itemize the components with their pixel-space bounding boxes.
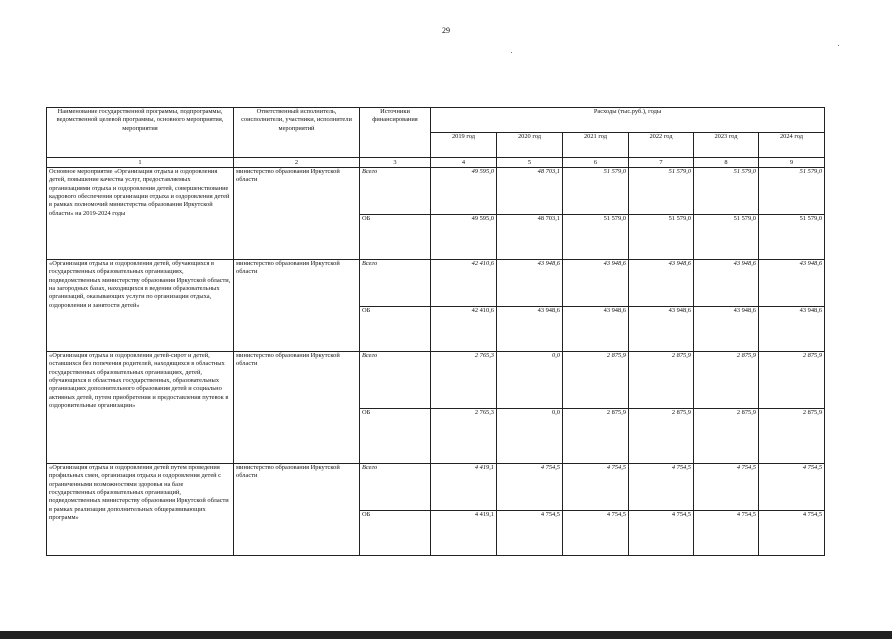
table-row — [47, 352, 825, 409]
ob-value: 43 948,6 — [759, 307, 825, 352]
header-year: 2024 год — [759, 133, 825, 158]
ob-value: 43 948,6 — [497, 307, 563, 352]
total-value: 2 875,9 — [759, 352, 825, 409]
column-number: 7 — [629, 158, 694, 168]
column-number: 5 — [497, 158, 563, 168]
total-value: 4 754,5 — [694, 464, 759, 511]
column-number: 2 — [234, 158, 360, 168]
ob-value: 51 579,0 — [629, 215, 694, 260]
total-value: 43 948,6 — [497, 260, 563, 307]
ob-value: 51 579,0 — [759, 215, 825, 260]
total-value: 49 595,0 — [431, 168, 497, 215]
ob-value: 4 754,5 — [629, 511, 694, 556]
header-year: 2019 год — [431, 133, 497, 158]
source-total-label: Всего — [360, 464, 431, 511]
ob-value: 2 875,9 — [563, 409, 629, 464]
measure-name: «Организация отдыха и оздоровления детей, обучающихся в государственных образовательных организациях, подведомственных министерству образования Иркутской области, на загородных базах, находящихся в ведении образовательных организаций, оказывающих услуги по организации отдыха, оздоровления и занятости детей» — [47, 260, 234, 352]
column-number: 6 — [563, 158, 629, 168]
ob-value: 4 754,5 — [497, 511, 563, 556]
header-executor: Ответственный исполнитель, соисполнители, участники, исполнители мероприятий — [234, 108, 360, 158]
total-value: 43 948,6 — [759, 260, 825, 307]
total-value: 51 579,0 — [694, 168, 759, 215]
table-row — [47, 464, 825, 511]
column-number: 9 — [759, 158, 825, 168]
source-total-label: Всего — [360, 260, 431, 307]
source-total-label: Всего — [360, 168, 431, 215]
ob-value: 2 875,9 — [759, 409, 825, 464]
total-value: 51 579,0 — [629, 168, 694, 215]
measure-executor: министерство образования Иркутской области — [234, 352, 360, 464]
total-value: 4 754,5 — [497, 464, 563, 511]
source-ob-label: ОБ — [360, 409, 431, 464]
source-total-label: Всего — [360, 352, 431, 409]
expenses-table — [46, 107, 825, 556]
total-value: 42 410,6 — [431, 260, 497, 307]
ob-value: 48 703,1 — [497, 215, 563, 260]
total-value: 2 875,9 — [694, 352, 759, 409]
ob-value: 4 754,5 — [563, 511, 629, 556]
ob-value: 43 948,6 — [629, 307, 694, 352]
total-value: 0,0 — [497, 352, 563, 409]
measure-executor: министерство образования Иркутской области — [234, 464, 360, 556]
total-value: 48 703,1 — [497, 168, 563, 215]
total-value: 51 579,0 — [759, 168, 825, 215]
ob-value: 2 875,9 — [629, 409, 694, 464]
ob-value: 51 579,0 — [694, 215, 759, 260]
source-ob-label: ОБ — [360, 307, 431, 352]
header-year: 2020 год — [497, 133, 563, 158]
header-year: 2022 год — [629, 133, 694, 158]
ob-value: 4 419,1 — [431, 511, 497, 556]
header-year: 2021 год — [563, 133, 629, 158]
total-value: 43 948,6 — [563, 260, 629, 307]
measure-executor: министерство образования Иркутской области — [234, 260, 360, 352]
ob-value: 4 754,5 — [694, 511, 759, 556]
page-number: 29 — [442, 26, 450, 35]
header-name: Наименование государственной программы, подпрограммы, ведомственной целевой программы, основного мероприятия, мероприятия — [47, 108, 234, 158]
ob-value: 42 410,6 — [431, 307, 497, 352]
ob-value: 43 948,6 — [563, 307, 629, 352]
total-value: 2 875,9 — [629, 352, 694, 409]
measure-name: «Организация отдыха и оздоровления детей путем проведения профильных смен, организация отдыха и оздоровления детей с ограниченными возможностями здоровья на базе государственных образовательных организаций, подведомственных министерству образования Иркутской области в рамках реализации дополнительных общеразвивающих программ» — [47, 464, 234, 556]
measure-name: Основное мероприятие «Организация отдыха и оздоровления детей, повышение качества услуг, предоставляемых организациями отдыха и оздоровления детей, совершенствование кадрового обеспечения организации отдыха и оздоровления детей в рамках полномочий министерства образования Иркутской области» на 2019-2024 годы — [47, 168, 234, 260]
column-number: 1 — [47, 158, 234, 168]
source-ob-label: ОБ — [360, 511, 431, 556]
ob-value: 43 948,6 — [694, 307, 759, 352]
measure-executor: министерство образования Иркутской области — [234, 168, 360, 260]
table-row — [47, 260, 825, 307]
header-year: 2023 год — [694, 133, 759, 158]
total-value: 2 875,9 — [563, 352, 629, 409]
total-value: 4 754,5 — [759, 464, 825, 511]
total-value: 43 948,6 — [629, 260, 694, 307]
ob-value: 4 754,5 — [759, 511, 825, 556]
column-number: 4 — [431, 158, 497, 168]
total-value: 4 754,5 — [563, 464, 629, 511]
scan-speck — [511, 52, 512, 53]
header-expenses: Расходы (тыс.руб.), годы — [431, 108, 825, 133]
source-ob-label: ОБ — [360, 215, 431, 260]
column-number: 3 — [360, 158, 431, 168]
ob-value: 49 595,0 — [431, 215, 497, 260]
total-value: 43 948,6 — [694, 260, 759, 307]
total-value: 4 754,5 — [629, 464, 694, 511]
scan-edge-bar — [0, 631, 892, 639]
header-source: Источники финансирования — [360, 108, 431, 158]
total-value: 51 579,0 — [563, 168, 629, 215]
total-value: 2 765,3 — [431, 352, 497, 409]
ob-value: 0,0 — [497, 409, 563, 464]
ob-value: 2 765,3 — [431, 409, 497, 464]
scan-speck — [838, 45, 839, 46]
measure-name: «Организация отдыха и оздоровления детей-сирот и детей, оставшихся без попечения родителей, находящихся в областных государственных образовательных организациях, детей, обучающихся в областных государственных, образовательных организациях дополнительного образования детей и социально активных детей, путем приобретения и предоставления путевок в оздоровительные организации» — [47, 352, 234, 464]
total-value: 4 419,1 — [431, 464, 497, 511]
column-number: 8 — [694, 158, 759, 168]
ob-value: 2 875,9 — [694, 409, 759, 464]
ob-value: 51 579,0 — [563, 215, 629, 260]
table-row — [47, 168, 825, 215]
